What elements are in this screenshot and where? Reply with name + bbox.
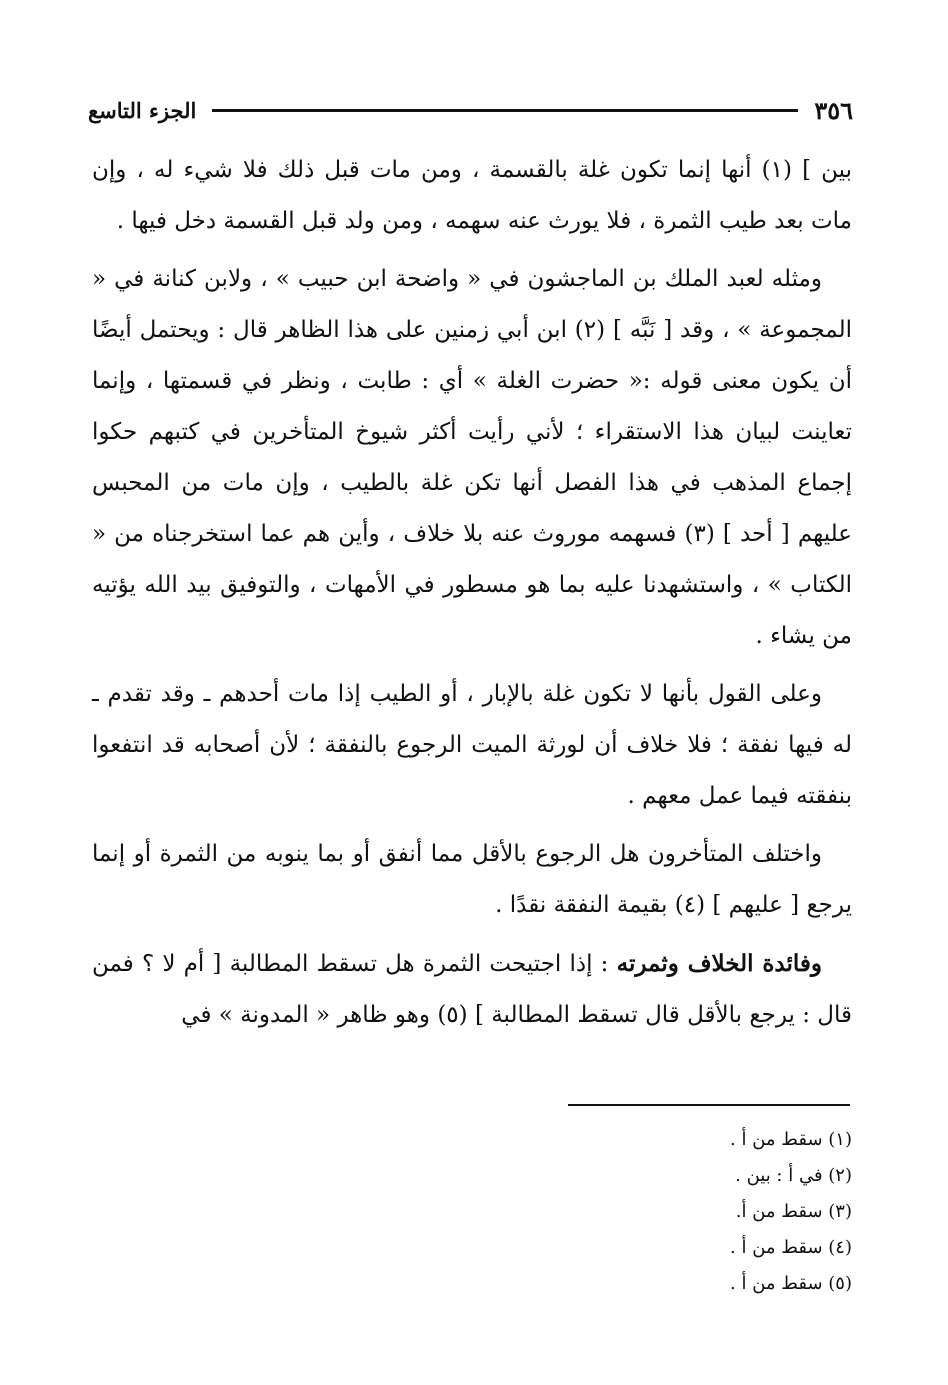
running-header (88, 90, 853, 130)
footnotes (400, 1122, 852, 1302)
paragraph-continuation: بين ] (١) أنها إنما تكون غلة بالقسمة ، ومن مات قبل ذلك فلا شيء له ، وإن مات بعد طيب الثمرة ، فلا يورث عنه سهمه ، ومن ولد قبل القسمة دخل فيها . (92, 157, 853, 234)
main-text (92, 145, 852, 1048)
bold-lead-phrase: وفائدة الخلاف وثمرته (616, 950, 823, 977)
footnote-4: (٤) سقط من أ . (730, 1237, 852, 1258)
paragraph-last (92, 938, 852, 1041)
page-number: ٣٥٦ (814, 95, 853, 125)
footnote-1: (١) سقط من أ . (730, 1129, 852, 1150)
paragraph: وعلى القول بأنها لا تكون غلة بالإبار ، أو الطيب إذا مات أحدهم ـ وقد تقدم ـ له فيها نفقة ؛ فلا خلاف أن لورثة الميت الرجوع بالنفقة ؛ لأن أصحابه قد انتفعوا بنفقته فيما عمل معهم . (92, 681, 852, 809)
footnote-5: (٥) سقط من أ . (730, 1273, 852, 1294)
volume-title: الجزء التاسع (88, 97, 197, 123)
paragraph-text: : إذا اجتيحت الثمرة هل تسقط المطالبة [ أم لا ؟ فمن قال : يرجع بالأقل قال تسقط المطالبة ] (٥) وهو ظاهر « المدونة » في (92, 951, 852, 1028)
footnote-separator (568, 1104, 850, 1106)
footnote-3: (٣) سقط من أ. (735, 1201, 852, 1222)
footnote-2: (٢) في أ : بين . (735, 1165, 852, 1186)
header-rule (212, 109, 798, 112)
paragraph: ومثله لعبد الملك بن الماجشون في « واضحة ابن حبيب » ، ولابن كنانة في « المجموعة » ، وقد [ نَبَّه ] (٢) ابن أبي زمنين على هذا الظاهر قال : ويحتمل أيضًا أن يكون معنى قوله :« حضرت الغلة » أي : طابت ، ونظر في قسمتها ، وإنما تعاينت لبيان هذا الاستقراء ؛ لأني رأيت أكثر شيوخ المتأخرين في كتبهم حكوا إجماع المذهب في هذا الفصل أنها تكن غلة بالطيب ، وإن مات من المحبس عليهم [ أحد ] (٣) فسهمه موروث عنه بلا خلاف ، وأين هم عما استخرجناه من « الكتاب » ، واستشهدنا عليه بما هو مسطور في الأمهات ، والتوفيق بيد الله يؤتيه من يشاء . (92, 266, 852, 649)
paragraph: واختلف المتأخرون هل الرجوع بالأقل مما أنفق أو بما ينوبه من الثمرة أو إنما يرجع [ عليهم ] (٤) بقيمة النفقة نقدًا . (92, 841, 852, 918)
